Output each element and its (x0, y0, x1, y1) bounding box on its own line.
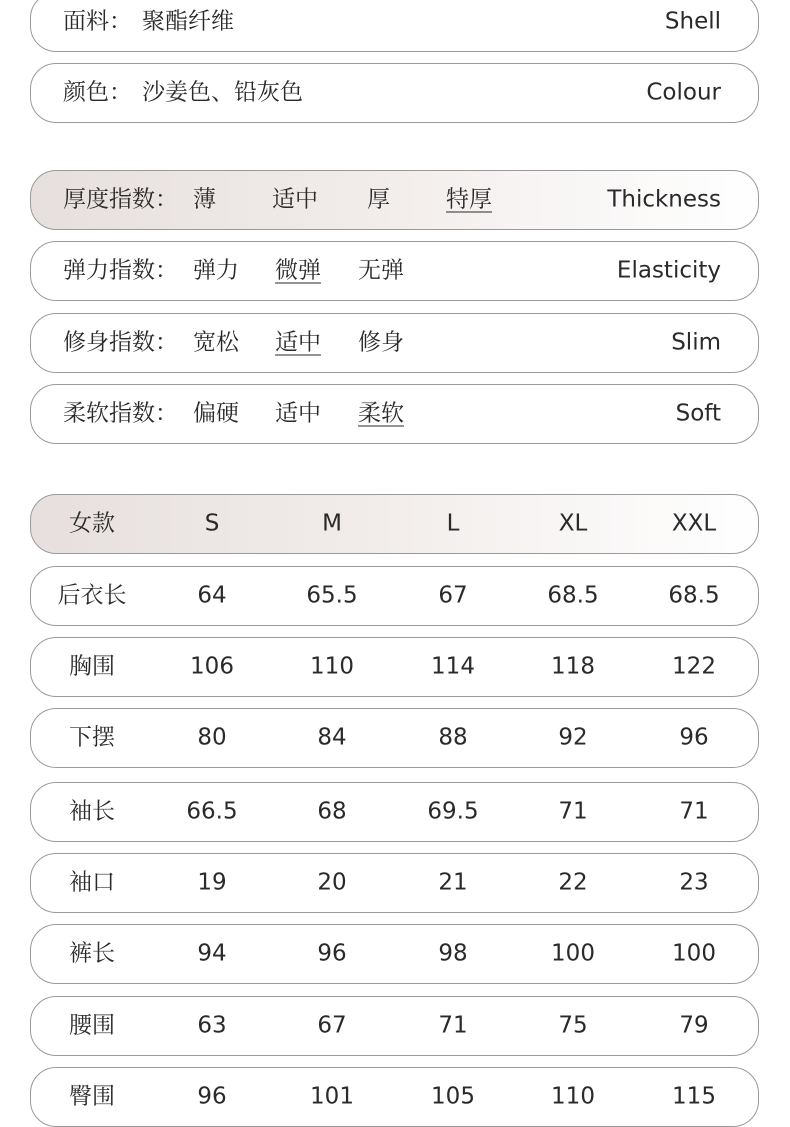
table-cell: 98 (438, 940, 468, 967)
shell-row (30, 0, 759, 52)
index-option-selected: 特厚 (446, 186, 492, 213)
table-cell: 80 (197, 724, 227, 751)
table-cell: 69.5 (427, 798, 479, 825)
index-option: 修身 (358, 329, 404, 356)
index-option-selected: 微弹 (275, 257, 321, 284)
table-cell: 110 (551, 1083, 595, 1110)
table-cell: 105 (431, 1083, 475, 1110)
table-cell: 68.5 (668, 582, 720, 609)
table-cell: 23 (679, 869, 709, 896)
index-option: 厚 (367, 186, 390, 213)
index-option: 适中 (272, 186, 318, 213)
colour-value: 沙姜色、铅灰色 (142, 79, 303, 106)
row-label: 袖口 (69, 869, 115, 896)
table-cell: 68.5 (547, 582, 599, 609)
table-cell: 100 (551, 940, 595, 967)
table-cell: 115 (672, 1083, 716, 1110)
table-cell: 110 (310, 653, 354, 680)
table-cell: 100 (672, 940, 716, 967)
colour-label: 颜色： (63, 79, 132, 106)
table-row (30, 853, 759, 913)
table-cell: 71 (679, 798, 709, 825)
table-cell: 20 (317, 869, 347, 896)
table-cell: 88 (438, 724, 468, 751)
size-header-cell: XXL (671, 510, 717, 537)
table-cell: 118 (551, 653, 595, 680)
table-cell: 101 (310, 1083, 354, 1110)
soft-en-label: Soft (675, 400, 721, 427)
table-cell: 92 (558, 724, 588, 751)
index-option-selected: 柔软 (358, 400, 404, 427)
table-cell: 96 (197, 1083, 227, 1110)
table-cell: 114 (431, 653, 475, 680)
colour-en-label: Colour (646, 79, 721, 106)
table-row (30, 1067, 759, 1127)
index-label: 弹力指数： (63, 257, 178, 284)
table-row (30, 637, 759, 697)
index-label: 厚度指数： (63, 186, 178, 213)
shell-value: 聚酯纤维 (142, 8, 234, 35)
index-option: 偏硬 (193, 400, 239, 427)
table-row (30, 566, 759, 626)
slim-en-label: Slim (671, 329, 721, 356)
table-cell: 67 (438, 582, 468, 609)
table-cell: 68 (317, 798, 347, 825)
table-row (30, 924, 759, 984)
table-cell: 94 (197, 940, 227, 967)
index-label: 柔软指数： (63, 400, 178, 427)
row-label: 臀围 (69, 1083, 115, 1110)
row-label: 下摆 (69, 724, 115, 751)
size-header-cell: M (322, 510, 342, 537)
index-label: 修身指数： (63, 329, 178, 356)
soft-index-row (30, 384, 759, 444)
size-table-header (30, 494, 759, 554)
table-cell: 84 (317, 724, 347, 751)
index-option: 无弹 (358, 257, 404, 284)
slim-index-row (30, 313, 759, 373)
table-cell: 64 (197, 582, 227, 609)
table-cell: 22 (558, 869, 588, 896)
row-label: 腰围 (69, 1012, 115, 1039)
index-option: 适中 (275, 400, 321, 427)
table-cell: 96 (317, 940, 347, 967)
table-cell: 67 (317, 1012, 347, 1039)
thickness-index-row (30, 170, 759, 230)
index-option: 薄 (193, 186, 216, 213)
row-label: 后衣长 (57, 582, 127, 609)
table-cell: 65.5 (306, 582, 358, 609)
table-cell: 19 (197, 869, 227, 896)
size-header-cell: S (204, 510, 220, 537)
thickness-en-label: Thickness (607, 186, 721, 213)
row-label: 胸围 (69, 653, 115, 680)
table-cell: 75 (558, 1012, 588, 1039)
shell-en-label: Shell (664, 8, 721, 35)
table-cell: 63 (197, 1012, 227, 1039)
index-option-selected: 适中 (275, 329, 321, 356)
table-cell: 66.5 (186, 798, 238, 825)
row-label: 袖长 (69, 798, 115, 825)
table-cell: 96 (679, 724, 709, 751)
index-option: 弹力 (193, 257, 239, 284)
table-cell: 79 (679, 1012, 709, 1039)
table-cell: 106 (190, 653, 234, 680)
table-cell: 71 (438, 1012, 468, 1039)
table-cell: 71 (558, 798, 588, 825)
index-option: 宽松 (193, 329, 239, 356)
size-header-cell: L (446, 510, 460, 537)
table-row (30, 708, 759, 768)
table-row (30, 996, 759, 1056)
table-row (30, 782, 759, 842)
colour-row (30, 63, 759, 123)
table-cell: 122 (672, 653, 716, 680)
elasticity-en-label: Elasticity (616, 257, 721, 284)
size-header-cell: XL (558, 510, 588, 537)
table-cell: 21 (438, 869, 468, 896)
size-table-corner: 女款 (69, 510, 115, 537)
row-label: 裤长 (69, 940, 115, 967)
shell-label: 面料： (63, 8, 132, 35)
elasticity-index-row (30, 241, 759, 301)
